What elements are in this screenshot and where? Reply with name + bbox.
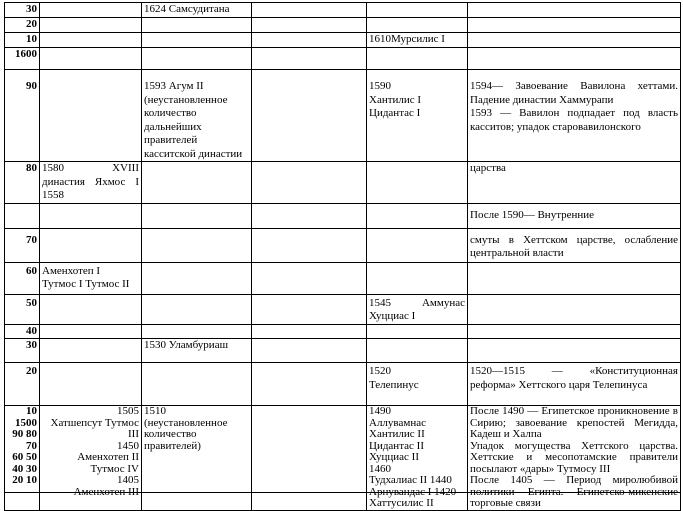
assyria-cell — [252, 203, 367, 228]
hittite-cell — [367, 48, 468, 70]
assyria-cell — [252, 3, 367, 18]
year-cell: 40 — [5, 324, 40, 339]
year-cell: 1600 — [5, 48, 40, 70]
table-row — [5, 324, 681, 339]
babylon-cell — [142, 363, 252, 406]
hittite-cell — [367, 339, 468, 363]
babylon-cell — [142, 203, 252, 228]
egypt-cell — [40, 48, 142, 70]
events-cell — [468, 48, 681, 70]
events-cell — [468, 339, 681, 363]
egypt-cell — [40, 363, 142, 406]
egypt-cell — [40, 339, 142, 363]
hittite-cell: 1545 Аммунас Хуцциас I — [367, 294, 468, 324]
babylon-cell — [142, 18, 252, 33]
events-cell: смуты в Хеттском царстве, ослабление центральной власти — [468, 228, 681, 262]
events-cell: После 1590— Внутренние — [468, 203, 681, 228]
assyria-cell — [252, 162, 367, 204]
events-cell — [468, 18, 681, 33]
hittite-cell — [367, 228, 468, 262]
babylon-cell: 1624 Самсудитана — [142, 3, 252, 18]
assyria-cell — [252, 48, 367, 70]
table-row — [5, 70, 681, 162]
table-row — [5, 203, 681, 228]
year-cell: 70 — [5, 228, 40, 262]
babylon-cell — [142, 33, 252, 48]
babylon-cell: 1530 Уламбуриаш — [142, 339, 252, 363]
hittite-cell — [367, 162, 468, 204]
hittite-cell: 1610Мурсилис I — [367, 33, 468, 48]
events-cell: царства — [468, 162, 681, 204]
babylon-cell — [142, 48, 252, 70]
events-cell: После 1490 — Египетское проникновение в Сирию; завоевание крепостей Мегидда, Кадеш и Халпа Упадок могущества Хеттского царства. Хеттские и месопотамские правители посылают «дары» Тутмосу III После 1405 — Период миролюбивой политики Египта. Египетско-микенские торговые связи — [468, 406, 681, 511]
assyria-cell — [252, 33, 367, 48]
hittite-cell: 1490 Аллувамнас Хантилис II Цидантас II Хуцциас II 1460 Тудхалиас II 1440 Арнувандас I 1420 Хаттусилис II — [367, 406, 468, 511]
egypt-cell — [40, 33, 142, 48]
events-cell: 1520—1515 — «Конституционная реформа» Хеттского царя Телепинуса — [468, 363, 681, 406]
assyria-cell — [252, 339, 367, 363]
table-row — [5, 228, 681, 262]
hittite-cell — [367, 324, 468, 339]
table-row — [5, 262, 681, 294]
egypt-cell — [40, 3, 142, 18]
year-cell: 90 — [5, 70, 40, 162]
hittite-cell — [367, 262, 468, 294]
table-row — [5, 162, 681, 204]
table-row — [5, 339, 681, 363]
table-row — [5, 18, 681, 33]
chronology-table — [4, 2, 681, 511]
hittite-cell: 1520 Телепинус — [367, 363, 468, 406]
babylon-cell — [142, 228, 252, 262]
assyria-cell — [252, 262, 367, 294]
egypt-cell — [40, 324, 142, 339]
assyria-cell — [252, 18, 367, 33]
babylon-cell — [142, 294, 252, 324]
babylon-cell: 1593 Агум II (неустановленное количество дальнейших правителей касситской династии — [142, 70, 252, 162]
babylon-cell — [142, 162, 252, 204]
assyria-cell — [252, 70, 367, 162]
hittite-cell — [367, 18, 468, 33]
year-cell — [5, 203, 40, 228]
table-row — [5, 48, 681, 70]
events-cell: 1594— Завоевание Вавилона хеттами. Падение династии Хаммурапи 1593 — Вавилон подпадает под власть касситов; упадок старовавилонского — [468, 70, 681, 162]
table-row — [5, 3, 681, 18]
events-cell — [468, 33, 681, 48]
assyria-cell — [252, 294, 367, 324]
events-cell — [468, 324, 681, 339]
events-cell — [468, 3, 681, 18]
egypt-cell — [40, 70, 142, 162]
egypt-cell — [40, 203, 142, 228]
year-cell: 80 — [5, 162, 40, 204]
year-cell: 30 — [5, 339, 40, 363]
egypt-cell — [40, 228, 142, 262]
events-cell — [468, 294, 681, 324]
babylon-cell: 1510 (неустановленное количество правителей) — [142, 406, 252, 511]
assyria-cell — [252, 228, 367, 262]
events-cell — [468, 262, 681, 294]
assyria-cell — [252, 324, 367, 339]
year-cell: 10 — [5, 33, 40, 48]
year-cell: 60 — [5, 262, 40, 294]
hittite-cell — [367, 3, 468, 18]
table-row — [5, 363, 681, 406]
hittite-cell: 1590 Хантилис I Цидантас I — [367, 70, 468, 162]
egypt-cell — [40, 18, 142, 33]
egypt-cell: Аменхотеп I Тутмос I Тутмос II — [40, 262, 142, 294]
table-row — [5, 294, 681, 324]
table-row — [5, 33, 681, 48]
year-cell: 50 — [5, 294, 40, 324]
egypt-cell: 1580 XVIII династия Яхмос I 1558 — [40, 162, 142, 204]
babylon-cell — [142, 262, 252, 294]
babylon-cell — [142, 324, 252, 339]
egypt-cell — [40, 294, 142, 324]
year-cell: 20 — [5, 18, 40, 33]
year-cell: 20 — [5, 363, 40, 406]
assyria-cell — [252, 363, 367, 406]
year-cell: 10 1500 90 80 70 60 50 40 30 20 10 — [5, 406, 40, 511]
egypt-cell: 1505 Хатшепсут Тутмос III 1450 Аменхотеп II Тутмос IV 1405 Аменхотеп III — [40, 406, 142, 511]
hittite-cell — [367, 203, 468, 228]
year-cell: 30 — [5, 3, 40, 18]
